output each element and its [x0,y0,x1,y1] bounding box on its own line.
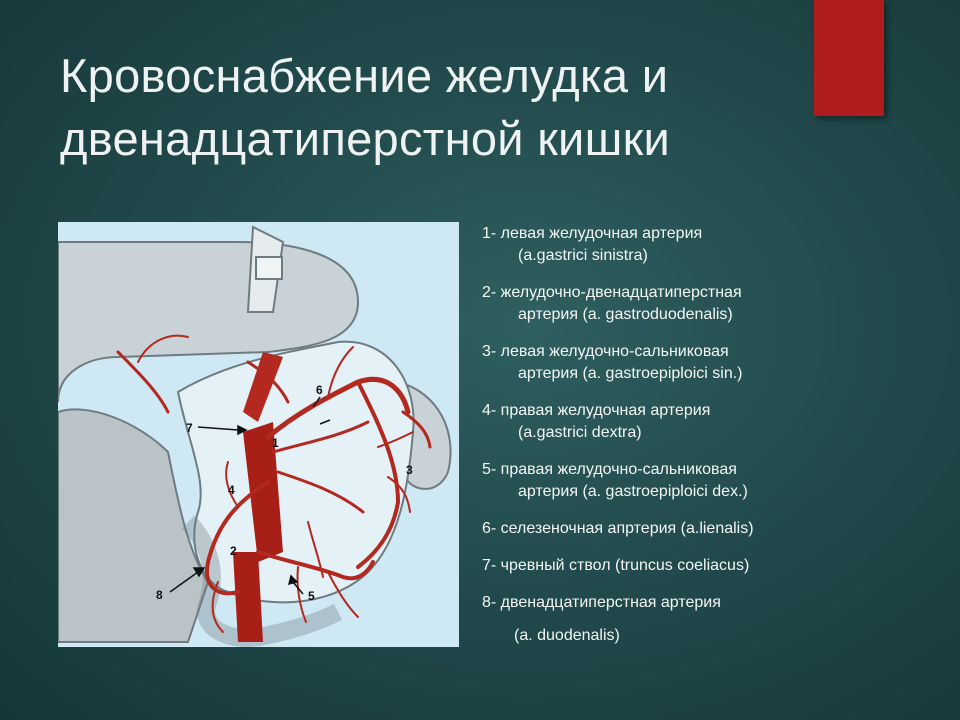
legend-item [482,341,922,385]
label-6: 6 [316,383,323,397]
artery-legend [482,223,922,662]
label-4: 4 [228,483,235,497]
label-3: 3 [406,463,413,477]
legend-item-line2: (a. duodenalis) [514,627,620,644]
legend-item-line1: 7- чревный ствол (truncus coeliacus) [482,557,750,574]
label-2: 2 [230,544,237,558]
label-5: 5 [308,589,315,603]
anatomy-illustration [58,222,459,647]
slide-title [60,44,880,170]
lower-trunk [233,552,263,642]
legend-item-line2: (a.gastrici dextra) [518,424,642,441]
legend-item [482,282,922,326]
legend-item [482,555,922,577]
legend-item-line2: артерия (a. gastroepiploici dex.) [518,483,748,500]
label-8: 8 [156,588,163,602]
title-line-1: Кровоснабжение желудка и [60,49,669,102]
legend-item-line1: 8- двенадцатиперстная артерия [482,594,721,611]
legend-item-line1: 3- левая желудочно-сальниковая [482,343,729,360]
title-line-2: двенадцатиперстной кишки [60,112,671,165]
ligament-clamp [256,257,282,279]
legend-item [482,518,922,540]
legend-item-line1: 5- правая желудочно-сальниковая [482,461,737,478]
legend-item-line2: (a.gastrici sinistra) [518,247,648,264]
label-1: 1 [272,436,279,450]
legend-item [482,223,922,267]
legend-item-line1: 1- левая желудочная артерия [482,225,703,242]
legend-item-line2: артерия (a. gastroduodenalis) [518,306,733,323]
legend-item-line2: артерия (a. gastroepiploici sin.) [518,365,743,382]
legend-item [482,400,922,444]
legend-item-line1: 2- желудочно-двенадцатиперстная [482,284,742,301]
legend-item [482,592,922,647]
legend-item [482,459,922,503]
legend-item-line1: 4- правая желудочная артерия [482,402,711,419]
label-7: 7 [186,421,193,435]
legend-item-line1: 6- селезеночная апртерия (a.lienalis) [482,520,754,537]
